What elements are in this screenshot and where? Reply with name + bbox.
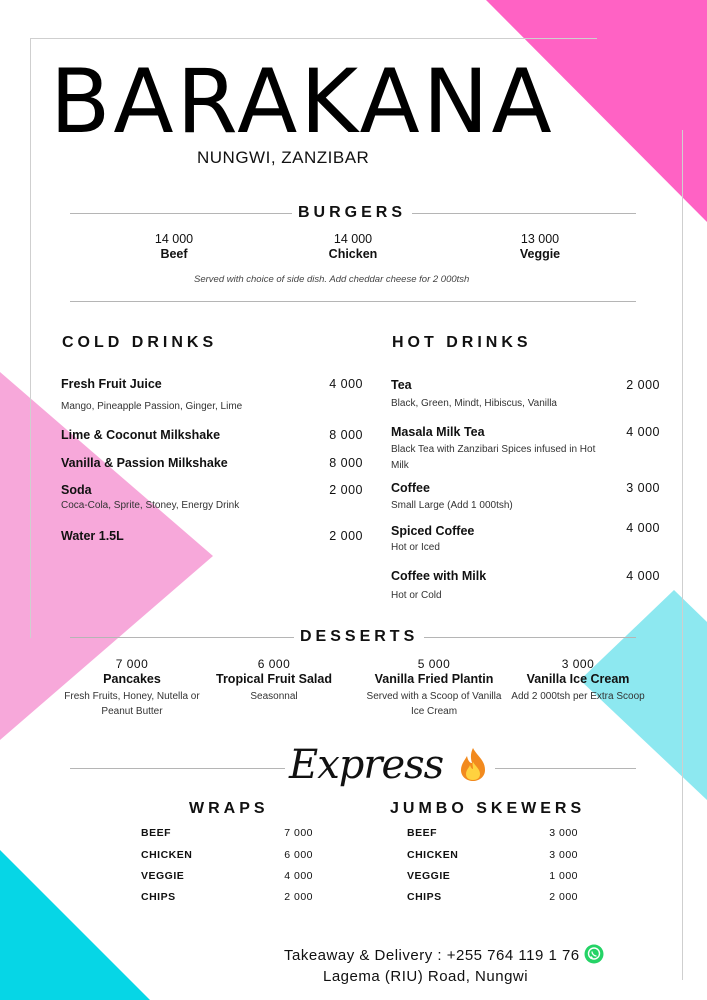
hot-drink-price: 4 000 bbox=[626, 521, 660, 535]
desserts-title: DESSERTS bbox=[294, 628, 424, 646]
dessert-desc: Seasonnal bbox=[250, 691, 298, 702]
burger-price: 14 000 bbox=[154, 232, 194, 246]
frame-line-top bbox=[30, 38, 597, 39]
burger-name: Beef bbox=[160, 247, 188, 261]
wrap-price: 2 000 bbox=[284, 891, 313, 903]
dessert-price: 6 000 bbox=[257, 657, 291, 671]
hot-drink-desc: Small Large (Add 1 000tsh) bbox=[391, 500, 513, 511]
skewer-name: BEEF bbox=[407, 827, 438, 839]
skewer-name: CHICKEN bbox=[407, 849, 459, 861]
cold-drink-desc: Mango, Pineapple Passion, Ginger, Lime bbox=[61, 401, 243, 412]
cold-drink-price: 2 000 bbox=[329, 529, 363, 543]
hot-drink-price: 4 000 bbox=[626, 569, 660, 583]
skewer-price: 1 000 bbox=[549, 870, 578, 882]
hot-drink-desc: Black Tea with Zanzibari Spices infused in Hot Milk bbox=[391, 444, 596, 471]
restaurant-location: NUNGWI, ZANZIBAR bbox=[197, 148, 370, 167]
hot-drink-name: Coffee with Milk bbox=[391, 569, 487, 583]
wrap-name: CHIPS bbox=[141, 891, 176, 903]
burger-name: Chicken bbox=[328, 247, 378, 261]
divider-after-burgers bbox=[70, 301, 636, 302]
skewer-name: VEGGIE bbox=[407, 870, 451, 882]
cold-drink-name: Water 1.5L bbox=[61, 529, 124, 543]
burgers-title: BURGERS bbox=[292, 204, 412, 222]
whatsapp-icon bbox=[584, 944, 604, 964]
dessert-price: 7 000 bbox=[115, 657, 149, 671]
skewer-price: 3 000 bbox=[549, 849, 578, 861]
hot-drink-price: 3 000 bbox=[626, 481, 660, 495]
dessert-name: Pancakes bbox=[103, 672, 161, 686]
cold-drink-price: 8 000 bbox=[329, 456, 363, 470]
burgers-note: Served with choice of side dish. Add cheddar cheese for 2 000tsh bbox=[194, 274, 470, 285]
dessert-item bbox=[204, 657, 344, 704]
burger-name: Veggie bbox=[519, 247, 561, 261]
dessert-item bbox=[508, 657, 648, 704]
hot-drink-desc: Hot or Iced bbox=[391, 542, 440, 553]
hot-drink-desc: Hot or Cold bbox=[391, 590, 442, 601]
dessert-price: 3 000 bbox=[561, 657, 595, 671]
hot-drink-price: 4 000 bbox=[626, 425, 660, 439]
cold-drink-name: Soda bbox=[61, 483, 92, 497]
address: Lagema (RIU) Road, Nungwi bbox=[323, 968, 529, 985]
hot-drink-desc: Black, Green, Mindt, Hibiscus, Vanilla bbox=[391, 398, 557, 409]
wrap-name: BEEF bbox=[141, 827, 172, 839]
burger-price: 13 000 bbox=[520, 232, 560, 246]
cold-drink-price: 8 000 bbox=[329, 428, 363, 442]
frame-line-left bbox=[30, 38, 31, 638]
burger-item bbox=[480, 232, 600, 262]
wrap-name: CHICKEN bbox=[141, 849, 193, 861]
wrap-price: 7 000 bbox=[284, 827, 313, 839]
wraps-title: WRAPS bbox=[189, 800, 269, 817]
cold-drink-price: 2 000 bbox=[329, 483, 363, 497]
dessert-price: 5 000 bbox=[417, 657, 451, 671]
cold-drink-desc: Coca-Cola, Sprite, Stoney, Energy Drink bbox=[61, 500, 240, 511]
wrap-price: 6 000 bbox=[284, 849, 313, 861]
fire-icon bbox=[455, 746, 491, 782]
express-label: Express bbox=[289, 742, 444, 788]
cold-drink-name: Lime & Coconut Milkshake bbox=[61, 428, 221, 442]
hot-drink-name: Coffee bbox=[391, 481, 430, 495]
hot-drink-price: 2 000 bbox=[626, 378, 660, 392]
delivery-contact bbox=[284, 944, 604, 964]
dessert-item bbox=[364, 657, 504, 719]
skewer-price: 3 000 bbox=[549, 827, 578, 839]
hot-drinks-title: HOT DRINKS bbox=[386, 334, 538, 352]
dessert-name: Vanilla Ice Cream bbox=[526, 672, 630, 686]
hot-drink-name: Tea bbox=[391, 378, 412, 392]
dessert-desc: Fresh Fruits, Honey, Nutella or Peanut Butter bbox=[64, 691, 200, 717]
cold-drink-name: Vanilla & Passion Milkshake bbox=[61, 456, 228, 470]
wrap-price: 4 000 bbox=[284, 870, 313, 882]
burger-price: 14 000 bbox=[333, 232, 373, 246]
dessert-desc: Served with a Scoop of Vanilla Ice Cream bbox=[366, 691, 502, 717]
cyan-triangle-bottom-left bbox=[0, 850, 150, 1000]
cold-drink-price: 4 000 bbox=[329, 377, 363, 391]
restaurant-title: BARAKANA bbox=[50, 50, 555, 153]
cold-drinks-title: COLD DRINKS bbox=[62, 334, 218, 351]
cold-drink-name: Fresh Fruit Juice bbox=[61, 377, 162, 391]
wrap-name: VEGGIE bbox=[141, 870, 185, 882]
dessert-name: Vanilla Fried Plantin bbox=[374, 672, 494, 686]
burger-item bbox=[293, 232, 413, 262]
express-title bbox=[285, 742, 495, 788]
skewers-title: JUMBO SKEWERS bbox=[390, 800, 586, 817]
dessert-item bbox=[62, 657, 202, 719]
hot-drink-name: Masala Milk Tea bbox=[391, 425, 485, 439]
hot-drink-name: Spiced Coffee bbox=[391, 524, 475, 538]
burger-item bbox=[114, 232, 234, 262]
dessert-name: Tropical Fruit Salad bbox=[216, 672, 332, 686]
delivery-text: Takeaway & Delivery : +255 764 119 1 76 bbox=[284, 947, 580, 964]
dessert-desc: Add 2 000tsh per Extra Scoop bbox=[511, 691, 645, 702]
skewer-price: 2 000 bbox=[549, 891, 578, 903]
frame-line-right bbox=[682, 130, 683, 980]
skewer-name: CHIPS bbox=[407, 891, 442, 903]
